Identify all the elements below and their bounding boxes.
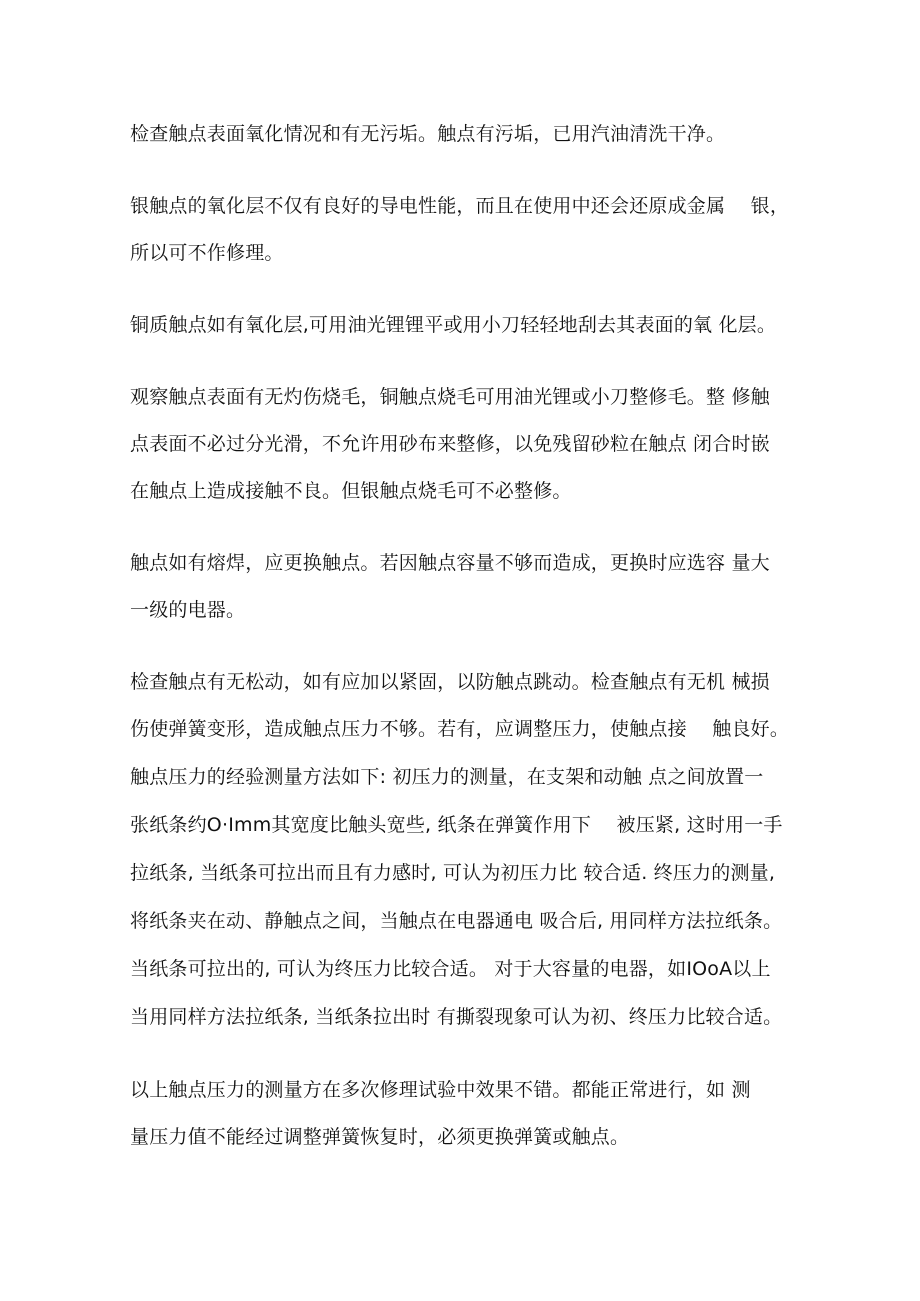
text-line: 当纸条可拉出的, 可认为终压力比较合适。 对于大容量的电器，如IOoA以上 [130,958,771,980]
text-line: 银触点的氧化层不仅有良好的导电性能，而且在使用中还会还原成金属 银， [130,195,790,217]
text-line: 张纸条约O·Imm其宽度比触头宽些, 纸条在弹簧作用下 被压紧, 这时用一手 [130,814,783,836]
text-line: 点表面不必过分光滑，不允许用砂布来整修，以免残留砂粒在触点 闭合时嵌 [130,433,770,455]
text-line: 所以可不作修理。 [130,242,284,264]
text-line: 量压力值不能经过调整弹簧恢复时，必须更换弹簧或触点。 [130,1126,630,1148]
text-line: 铜质触点如有氧化层,可用油光锂锂平或用小刀轻轻地刮去其表面的氧 化层。 [130,314,777,336]
text-line: 触点如有熔焊，应更换触点。若因触点容量不够而造成，更换时应选容 量大 [130,552,770,574]
text-line: 当用同样方法拉纸条, 当纸条拉出时 有撕裂现象可认为初、终压力比较合适。 [130,1006,783,1028]
text-line: 检查触点表面氧化情况和有无污垢。触点有污垢，已用汽油清洗干净。 [130,123,726,145]
text-line: 一级的电器。 [130,599,246,621]
text-line: 伤使弹簧变形，造成触点压力不够。若有，应调整压力，使触点接 触良好。 [130,718,790,740]
text-line: 在触点上造成接触不良。但银触点烧毛可不必整修。 [130,480,572,502]
text-line: 触点压力的经验测量方法如下: 初压力的测量，在支架和动触 点之间放置一 [130,766,764,788]
text-line: 检查触点有无松动，如有应加以紧固，以防触点跳动。检查触点有无机 械损 [130,671,770,693]
text-line: 将纸条夹在动、静触点之间，当触点在电器通电 吸合后, 用同样方法拉纸条。 [130,910,783,932]
text-line: 观察触点表面有无灼伤烧毛，铜触点烧毛可用油光锂或小刀整修毛。整 修触 [130,386,770,408]
text-line: 拉纸条, 当纸条可拉出而且有力感时, 可认为初压力比 较合适. 终压力的测量, [130,862,776,884]
text-line: 以上触点压力的测量方在多次修理试验中效果不错。都能正常进行，如 测 [130,1079,751,1101]
